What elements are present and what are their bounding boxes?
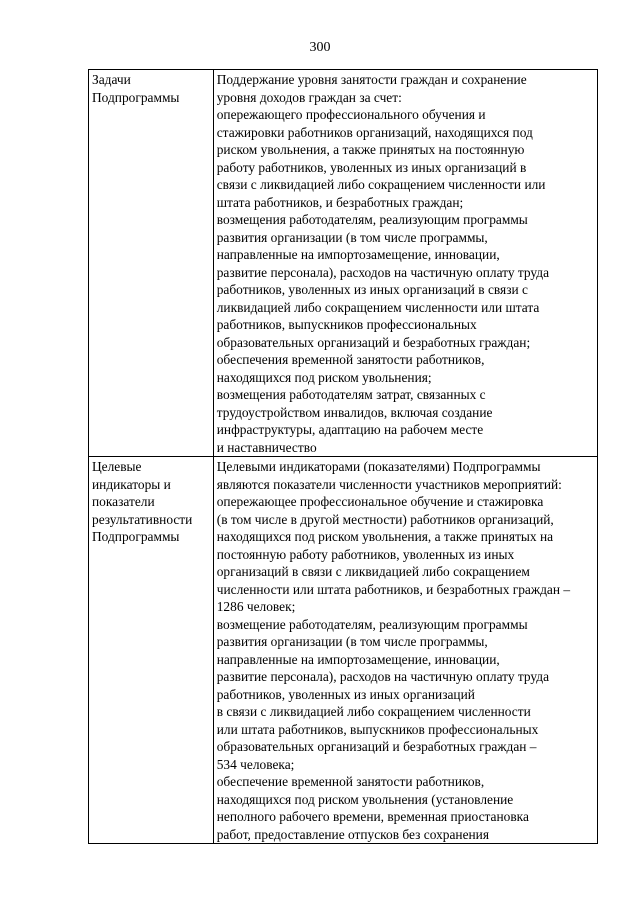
text-line: инфраструктуры, адаптацию на рабочем месте (216, 422, 484, 437)
page-number: 300 (309, 40, 331, 55)
text-line: (в том числе в другой местности) работников организаций, (216, 511, 554, 527)
table-row-tasks (89, 70, 598, 457)
text-line: Подпрограммы (92, 89, 180, 105)
text-line: стажировки работников организаций, находящихся под (216, 124, 533, 140)
text-line: находящихся под риском увольнения; (216, 369, 432, 385)
text-line: штата работников, и безработных граждан; (216, 194, 464, 210)
text-line: обеспечение временной занятости работников, (216, 774, 485, 789)
text-line: возмещение работодателям, реализующим программы (216, 616, 528, 632)
text-line: возмещения работодателям, реализующим программы (216, 212, 528, 227)
text-line: уровня доходов граждан за счет: (216, 89, 402, 105)
row-content-cell (213, 70, 597, 457)
text-line: индикаторы и (92, 476, 171, 492)
text-line: направленные на импортозамещение, инновации, (216, 651, 500, 667)
row-label-cell (89, 70, 214, 457)
text-line: связи с ликвидацией либо сокращением численности или (216, 177, 546, 192)
text-line: в связи с ликвидацией либо сокращением численности (216, 704, 531, 719)
text-line: работ, предоставление отпусков без сохранения (216, 826, 489, 842)
text-line: постоянную работу работников, уволенных из иных (216, 546, 515, 562)
text-line: работу работников, уволенных из иных организаций в (216, 159, 527, 175)
text-line: развитие персонала), расходов на частичную оплату труда (216, 669, 550, 684)
text-line: 1286 человек; (216, 599, 296, 614)
text-line: Подпрограммы (92, 529, 180, 544)
text-line: результативности (92, 511, 193, 527)
text-line: организаций в связи с ликвидацией либо сокращением (216, 564, 530, 579)
text-line: развития организации (в том числе программы, (216, 229, 488, 245)
text-line: являются показатели численности участников мероприятий: (216, 476, 562, 492)
text-line: или штата работников, выпускников профессиональных (216, 721, 539, 737)
row-content-cell (213, 457, 597, 844)
program-passport-table (88, 69, 598, 844)
text-line: риском увольнения, а также принятых на постоянную (216, 142, 525, 157)
text-line: Задачи (92, 72, 131, 87)
text-line: работников, выпускников профессиональных (216, 317, 477, 332)
text-line: обеспечения временной занятости работников, (216, 352, 485, 367)
text-line: Поддержание уровня занятости граждан и сохранение (216, 72, 527, 87)
text-line: Целевыми индикаторами (показателями) Подпрограммы (216, 459, 541, 474)
text-line: развитие персонала), расходов на частичную оплату труда (216, 264, 550, 280)
text-line: Целевые (92, 459, 142, 474)
text-line: находящихся под риском увольнения, а также принятых на (216, 529, 554, 544)
text-line: работников, уволенных из иных организаций в связи с (216, 282, 528, 297)
text-line: направленные на импортозамещение, инновации, (216, 247, 500, 262)
text-line: численности или штата работников, и безработных граждан – (216, 581, 571, 597)
text-line: и наставничество (216, 439, 317, 455)
text-line: опережающее профессиональное обучение и стажировка (216, 494, 544, 509)
table-row-indicators (89, 457, 598, 844)
text-line: образовательных организаций и безработных граждан – (216, 739, 537, 754)
text-line: опережающего профессионального обучения и (216, 107, 486, 122)
text-line: неполного рабочего времени, временная приостановка (216, 809, 529, 824)
text-line: находящихся под риском увольнения (установление (216, 791, 514, 807)
text-line: работников, уволенных из иных организаций (216, 686, 475, 702)
text-line: трудоустройством инвалидов, включая создание (216, 404, 493, 420)
text-line: развития организации (в том числе программы, (216, 634, 488, 649)
text-line: образовательных организаций и безработных граждан; (216, 334, 531, 350)
text-line: показатели (92, 494, 155, 509)
text-line: 534 человека; (216, 756, 295, 772)
row-label-cell (89, 457, 214, 844)
text-line: возмещения работодателям затрат, связанных с (216, 387, 486, 402)
text-line: ликвидацией либо сокращением численности или штата (216, 299, 540, 315)
